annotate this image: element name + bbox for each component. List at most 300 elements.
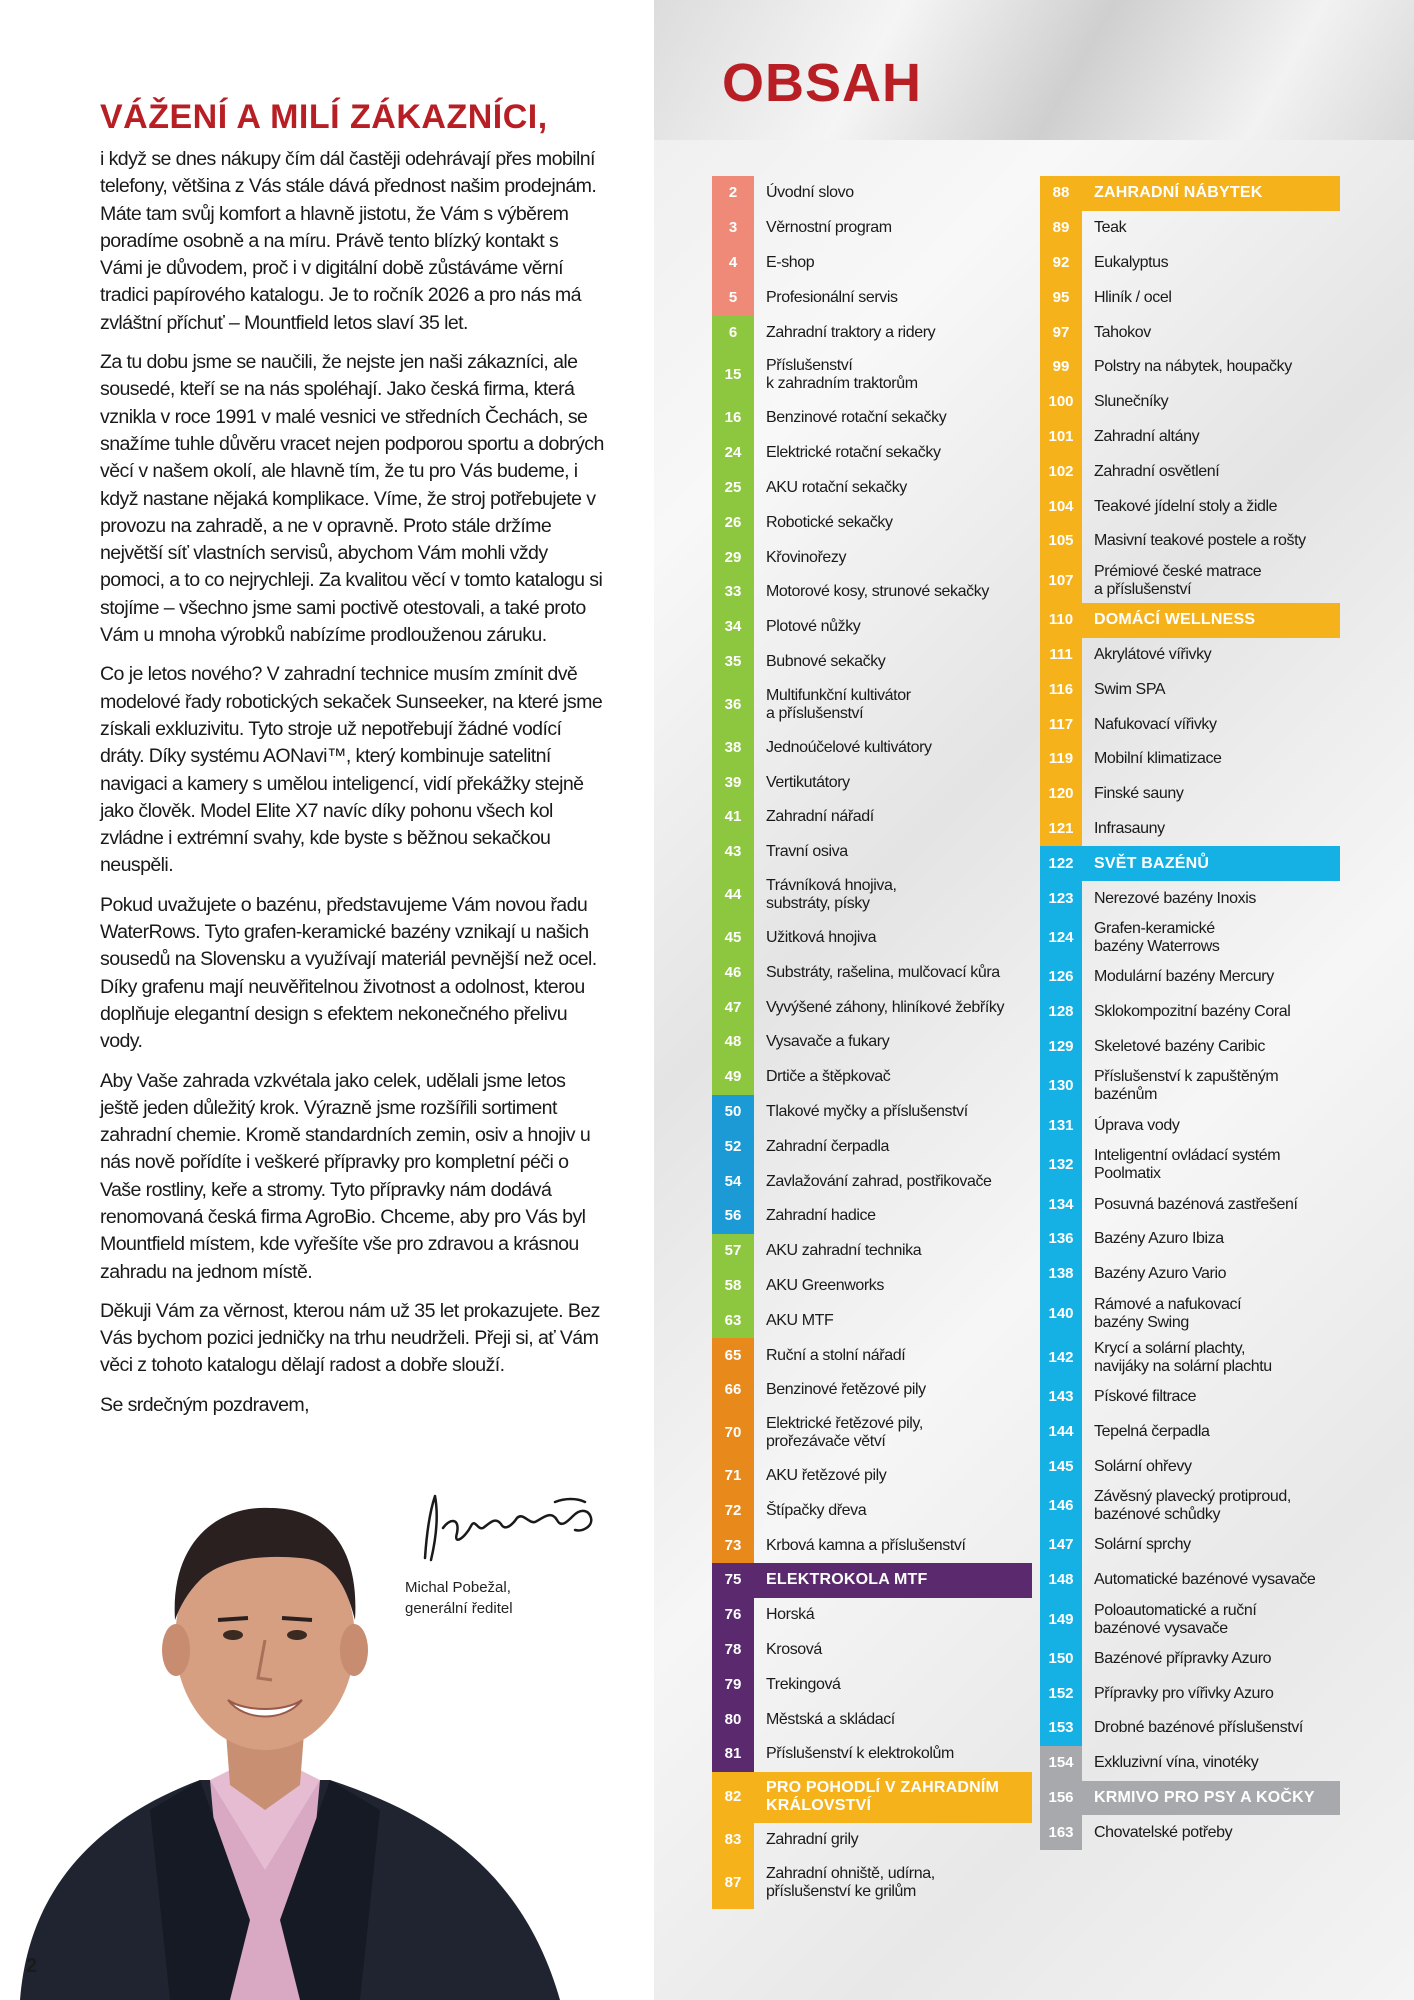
toc-entry[interactable] bbox=[712, 246, 1032, 281]
toc-entry-label: Plotové nůžky bbox=[766, 618, 861, 636]
toc-page-number: 29 bbox=[712, 540, 754, 575]
toc-entry[interactable] bbox=[1040, 1143, 1340, 1187]
toc-page-number: 35 bbox=[712, 645, 754, 680]
toc-entry[interactable] bbox=[712, 1164, 1032, 1199]
toc-section-header[interactable] bbox=[1040, 1781, 1340, 1816]
toc-entry-label: Nafukovací vířivky bbox=[1094, 715, 1217, 733]
toc-entry[interactable] bbox=[1040, 1108, 1340, 1143]
toc-title: OBSAH bbox=[722, 53, 923, 113]
toc-entry-label: Tlakové myčky a příslušenství bbox=[766, 1102, 968, 1120]
letter-paragraph: Za tu dobu jsme se naučili, že nejste jen naši zákazníci, ale sousedé, kteří se na nás spoléhají. Jako česká firma, která vznikla v roce 1991 v malé vesnici ve středních Čechách, se snažíme tuhle důvěru vracet nejen podporou sportu a dobrých věcí v našem okolí, ale hlavně tím, že tu pro Vás budeme, i když nastane nějaká komplikace. Víme, že stroj potřebujete v provozu na zahradě, a ne v opravně. Proto stále držíme největší síť vlastních servisů, abychom Vám mohli vždy pomoci, a to co nejrychleji. Za kvalitou věcí v tomto katalogu si stojíme – všechno jsme sami poctivě otestovali, a také proto Vám u mnoha výrobků nabízíme prodlouženou záruku. bbox=[100, 351, 604, 647]
toc-page-number: 46 bbox=[712, 955, 754, 990]
toc-entry-label: Zahradní čerpadla bbox=[766, 1137, 890, 1155]
toc-entry[interactable] bbox=[1040, 1815, 1340, 1850]
toc-page-number: 156 bbox=[1040, 1781, 1082, 1816]
toc-entry[interactable] bbox=[712, 1199, 1032, 1234]
toc-entry-label-line2: bazény Waterrows bbox=[1094, 937, 1220, 955]
toc-page-number: 138 bbox=[1040, 1257, 1082, 1292]
toc-entry[interactable] bbox=[1040, 1336, 1340, 1380]
letter-heading: VÁŽENÍ A MILÍ ZÁKAZNÍCI, bbox=[100, 98, 548, 136]
toc-entry[interactable] bbox=[1040, 211, 1340, 246]
toc-section-header[interactable] bbox=[712, 1772, 1032, 1823]
toc-entry-label: Motorové kosy, strunové sekačky bbox=[766, 583, 989, 601]
toc-entry[interactable] bbox=[1040, 1292, 1340, 1336]
toc-entry-label bbox=[1082, 1602, 1256, 1638]
toc-entry[interactable] bbox=[1040, 1222, 1340, 1257]
toc-page-number: 4 bbox=[712, 246, 754, 281]
toc-page-number: 87 bbox=[712, 1858, 754, 1909]
toc-page-number: 121 bbox=[1040, 812, 1082, 847]
toc-column-right bbox=[1040, 176, 1340, 1850]
toc-entry[interactable] bbox=[1040, 385, 1340, 420]
toc-entry[interactable] bbox=[712, 921, 1032, 956]
toc-entry-label: Přípravky pro vířivky Azuro bbox=[1094, 1684, 1274, 1702]
toc-page-number: 120 bbox=[1040, 777, 1082, 812]
toc-entry-label: Swim SPA bbox=[1094, 680, 1166, 698]
toc-entry-label: Automatické bazénové vysavače bbox=[1094, 1571, 1316, 1589]
toc-entry[interactable] bbox=[1040, 1414, 1340, 1449]
toc-entry-label-line1: PRO POHODLÍ V ZAHRADNÍM bbox=[766, 1779, 1000, 1797]
toc-entry[interactable] bbox=[712, 730, 1032, 765]
toc-page-number: 39 bbox=[712, 765, 754, 800]
toc-entry[interactable] bbox=[712, 505, 1032, 540]
toc-entry-label-line2: Poolmatix bbox=[1094, 1165, 1161, 1183]
toc-page-number: 78 bbox=[712, 1633, 754, 1668]
toc-entry-label: Nerezové bazény Inoxis bbox=[1094, 889, 1256, 907]
toc-entry-label-line2: bazénům bbox=[1094, 1086, 1158, 1104]
toc-entry[interactable] bbox=[712, 575, 1032, 610]
toc-entry[interactable] bbox=[712, 645, 1032, 680]
toc-entry[interactable] bbox=[712, 765, 1032, 800]
toc-entry[interactable] bbox=[712, 1494, 1032, 1529]
toc-entry[interactable] bbox=[1040, 1030, 1340, 1065]
toc-entry-label: Masivní teakové postele a rošty bbox=[1094, 532, 1306, 550]
toc-section-header[interactable] bbox=[712, 1563, 1032, 1598]
toc-page-number: 128 bbox=[1040, 995, 1082, 1030]
toc-entry-label-line1: Inteligentní ovládací systém bbox=[1094, 1147, 1281, 1165]
toc-page-number: 44 bbox=[712, 870, 754, 921]
toc-entry[interactable] bbox=[712, 870, 1032, 921]
toc-entry-label: Hliník / ocel bbox=[1094, 288, 1172, 306]
toc-entry-label bbox=[754, 687, 911, 723]
toc-page-number: 73 bbox=[712, 1528, 754, 1563]
toc-entry-label: Modulární bazény Mercury bbox=[1094, 968, 1274, 986]
toc-page-number: 101 bbox=[1040, 420, 1082, 455]
toc-entry[interactable] bbox=[712, 1737, 1032, 1772]
toc-entry-label: Užitková hnojiva bbox=[766, 928, 877, 946]
toc-entry-label: AKU MTF bbox=[766, 1311, 834, 1329]
toc-entry[interactable] bbox=[712, 1060, 1032, 1095]
toc-entry[interactable] bbox=[1040, 960, 1340, 995]
toc-entry[interactable] bbox=[1040, 742, 1340, 777]
toc-page-number: 33 bbox=[712, 575, 754, 610]
toc-page-number: 26 bbox=[712, 505, 754, 540]
toc-page-number: 142 bbox=[1040, 1336, 1082, 1380]
toc-page-number: 5 bbox=[712, 280, 754, 315]
toc-entry-label: Zahradní osvětlení bbox=[1094, 462, 1220, 480]
toc-entry-label: Křovinořezy bbox=[766, 548, 847, 566]
toc-page-number: 129 bbox=[1040, 1030, 1082, 1065]
toc-page-number: 82 bbox=[712, 1772, 754, 1823]
toc-entry-label: Bubnové sekačky bbox=[766, 652, 886, 670]
toc-entry-label: Slunečníky bbox=[1094, 393, 1169, 411]
toc-entry[interactable] bbox=[712, 1269, 1032, 1304]
toc-entry[interactable] bbox=[712, 1459, 1032, 1494]
toc-entry-label: AKU Greenworks bbox=[766, 1276, 884, 1294]
toc-entry-label: Bazénové přípravky Azuro bbox=[1094, 1649, 1272, 1667]
toc-entry-label bbox=[754, 1865, 935, 1901]
toc-entry-label: Infrasauny bbox=[1094, 819, 1165, 837]
toc-entry-label: Jednoúčelové kultivátory bbox=[766, 738, 932, 756]
toc-entry[interactable] bbox=[712, 1702, 1032, 1737]
toc-entry-label-line2: bazény Swing bbox=[1094, 1313, 1189, 1331]
toc-entry-label-line2: k zahradním traktorům bbox=[766, 375, 918, 393]
letter-paragraph: Pokud uvažujete o bazénu, představujeme Vám novou řadu WaterRows. Tyto grafen-keramické bazény vznikají u našich sousedů na Slovensku a využívají materiál pevnější než ocel. Díky grafenu mají neuvěřitelnou životnost a odolnost, kterou doplňuje elegantní design s efektem nekonečného přelivu vody. bbox=[100, 893, 597, 1053]
toc-page-number: 47 bbox=[712, 990, 754, 1025]
toc-page-number: 92 bbox=[1040, 246, 1082, 281]
toc-entry[interactable] bbox=[712, 1598, 1032, 1633]
toc-page-number: 144 bbox=[1040, 1414, 1082, 1449]
toc-entry-label: Úprava vody bbox=[1094, 1116, 1180, 1134]
toc-entry[interactable] bbox=[712, 350, 1032, 401]
toc-entry-label: DOMÁCÍ WELLNESS bbox=[1094, 611, 1256, 629]
toc-entry[interactable] bbox=[712, 610, 1032, 645]
toc-entry-label: ZAHRADNÍ NÁBYTEK bbox=[1094, 184, 1263, 202]
toc-page-number: 71 bbox=[712, 1459, 754, 1494]
toc-entry[interactable] bbox=[1040, 995, 1340, 1030]
toc-entry-label: Zahradní grily bbox=[766, 1831, 859, 1849]
toc-entry-label-line2: KRÁLOVSTVÍ bbox=[766, 1797, 872, 1815]
toc-entry[interactable] bbox=[1040, 350, 1340, 385]
toc-section-header[interactable] bbox=[1040, 176, 1340, 211]
toc-page-number: 152 bbox=[1040, 1676, 1082, 1711]
toc-entry[interactable] bbox=[1040, 1449, 1340, 1484]
toc-entry[interactable] bbox=[712, 1095, 1032, 1130]
toc-page-number: 119 bbox=[1040, 742, 1082, 777]
toc-entry-label: Krbová kamna a příslušenství bbox=[766, 1536, 966, 1554]
toc-entry-label-line2: bazénové vysavače bbox=[1094, 1619, 1228, 1637]
toc-entry-label: Městská a skládací bbox=[766, 1710, 895, 1728]
toc-entry-label: Vyvýšené záhony, hliníkové žebříky bbox=[766, 998, 1005, 1016]
toc-section-header[interactable] bbox=[1040, 846, 1340, 881]
toc-page-number: 102 bbox=[1040, 454, 1082, 489]
toc-entry[interactable] bbox=[712, 1858, 1032, 1909]
toc-entry-label: Teak bbox=[1094, 219, 1127, 237]
toc-page-number: 2 bbox=[712, 176, 754, 211]
toc-entry-label: Tepelná čerpadla bbox=[1094, 1422, 1210, 1440]
toc-entry-label-line2: bazénové schůdky bbox=[1094, 1505, 1221, 1523]
toc-page-number: 34 bbox=[712, 610, 754, 645]
toc-entry[interactable] bbox=[712, 1338, 1032, 1373]
toc-entry[interactable] bbox=[712, 1303, 1032, 1338]
ceo-portrait-photo bbox=[0, 1450, 600, 2000]
toc-entry[interactable] bbox=[1040, 524, 1340, 559]
toc-page-number: 79 bbox=[712, 1667, 754, 1702]
toc-page-number: 110 bbox=[1040, 603, 1082, 638]
toc-entry-label: Skeletové bazény Caribic bbox=[1094, 1037, 1265, 1055]
toc-entry[interactable] bbox=[712, 1234, 1032, 1269]
toc-entry-label-line1: Prémiové české matrace bbox=[1094, 562, 1262, 580]
toc-entry[interactable] bbox=[712, 401, 1032, 436]
toc-page-number: 75 bbox=[712, 1563, 754, 1598]
toc-entry-label: Exkluzivní vína, vinotéky bbox=[1094, 1754, 1259, 1772]
toc-page-number: 80 bbox=[712, 1702, 754, 1737]
toc-section-header[interactable] bbox=[1040, 603, 1340, 638]
toc-entry-label: E-shop bbox=[766, 253, 815, 271]
toc-entry-label: Tahokov bbox=[1094, 323, 1151, 341]
toc-entry-label: Akrylátové vířivky bbox=[1094, 645, 1212, 663]
toc-entry[interactable] bbox=[1040, 1711, 1340, 1746]
toc-entry-label bbox=[1082, 920, 1220, 956]
toc-entry[interactable] bbox=[712, 990, 1032, 1025]
toc-entry-label bbox=[754, 1415, 923, 1451]
toc-page-number: 153 bbox=[1040, 1711, 1082, 1746]
toc-entry-label: Ruční a stolní nářadí bbox=[766, 1346, 906, 1364]
toc-entry-label-line2: navijáky na solární plachtu bbox=[1094, 1357, 1272, 1375]
toc-column-left bbox=[712, 176, 1032, 1909]
toc-entry-label bbox=[1082, 563, 1261, 599]
toc-entry[interactable] bbox=[712, 1408, 1032, 1459]
toc-page-number: 45 bbox=[712, 921, 754, 956]
toc-entry[interactable] bbox=[712, 280, 1032, 315]
toc-entry[interactable] bbox=[712, 176, 1032, 211]
toc-entry-label: Zavlažování zahrad, postřikovače bbox=[766, 1172, 992, 1190]
letter-paragraph: Aby Vaše zahrada vzkvétala jako celek, udělali jsme letos ještě jeden důležitý krok. Výrazně jsme rozšířili sortiment zahradní chemie. Kromě standardních zemin, osiv a hnojiv u nás nově pořídíte i veškeré přípravky pro kompletní péči o Vaše rostliny, keře a stromy. Tyto přípravky nám dodává renomovaná česká firma AgroBio. Chceme, aby pro Vás byl Mountfield místem, kde vyřešíte vše pro zdravou a krásnou zahradu na jednom místě. bbox=[100, 1069, 591, 1283]
toc-page-number: 154 bbox=[1040, 1746, 1082, 1781]
toc-entry-label bbox=[1082, 1488, 1291, 1524]
toc-entry[interactable] bbox=[1040, 1064, 1340, 1108]
toc-entry-label: Substráty, rašelina, mulčovací kůra bbox=[766, 963, 1000, 981]
toc-entry-label: ELEKTROKOLA MTF bbox=[766, 1571, 928, 1589]
toc-entry[interactable] bbox=[1040, 638, 1340, 673]
toc-page-number: 89 bbox=[1040, 211, 1082, 246]
toc-entry[interactable] bbox=[1040, 1563, 1340, 1598]
toc-page-number: 3 bbox=[712, 211, 754, 246]
toc-entry-label bbox=[1082, 1296, 1241, 1332]
toc-entry[interactable] bbox=[1040, 1257, 1340, 1292]
toc-entry[interactable] bbox=[1040, 1380, 1340, 1415]
toc-entry-label: Věrnostní program bbox=[766, 219, 892, 237]
toc-entry[interactable] bbox=[1040, 315, 1340, 350]
toc-entry-label bbox=[1082, 1340, 1272, 1376]
toc-entry-label: Solární sprchy bbox=[1094, 1536, 1191, 1554]
toc-entry-label-line1: Multifunkční kultivátor bbox=[766, 686, 911, 704]
toc-page-number: 72 bbox=[712, 1494, 754, 1529]
toc-entry[interactable] bbox=[712, 800, 1032, 835]
toc-entry[interactable] bbox=[1040, 1187, 1340, 1222]
toc-page-number: 24 bbox=[712, 436, 754, 471]
toc-page-number: 83 bbox=[712, 1823, 754, 1858]
toc-entry[interactable] bbox=[1040, 454, 1340, 489]
toc-entry-label-line1: Závěsný plavecký protiproud, bbox=[1094, 1487, 1291, 1505]
toc-entry[interactable] bbox=[712, 679, 1032, 730]
toc-page-number: 95 bbox=[1040, 280, 1082, 315]
toc-entry-label: Vysavače a fukary bbox=[766, 1033, 890, 1051]
letter-paragraph: Co je letos nového? V zahradní technice musím zmínit dvě modelové řady robotických sekaček Sunseeker, na které jsme získali exkluzivitu. Tyto stroje už nepotřebují žádné vodící dráty. Díky systému AONavi™, který kombinuje satelitní navigaci a kamery s umělou inteligencí, vidí překážky stejně jako člověk. Model Elite X7 navíc díky pohonu všech kol zvládne i extrémní svahy, kde byste s běžnou sekačkou neuspěli. bbox=[100, 663, 603, 877]
toc-entry[interactable] bbox=[1040, 489, 1340, 524]
toc-entry[interactable] bbox=[1040, 1484, 1340, 1528]
toc-entry[interactable] bbox=[712, 1025, 1032, 1060]
page-number: 2 bbox=[26, 1955, 38, 1977]
toc-entry[interactable] bbox=[1040, 1528, 1340, 1563]
table-of-contents bbox=[654, 0, 1414, 2000]
toc-entry-label: Sklokompozitní bazény Coral bbox=[1094, 1003, 1291, 1021]
toc-entry-label: Mobilní klimatizace bbox=[1094, 750, 1222, 768]
toc-entry[interactable] bbox=[1040, 1676, 1340, 1711]
toc-page-number: 38 bbox=[712, 730, 754, 765]
toc-entry-label: Horská bbox=[766, 1606, 815, 1624]
toc-entry[interactable] bbox=[1040, 1746, 1340, 1781]
toc-page-number: 132 bbox=[1040, 1143, 1082, 1187]
toc-entry-label-line2: prořezávače větví bbox=[766, 1433, 886, 1451]
toc-entry-label bbox=[754, 1772, 1032, 1823]
signer-title: generální ředitel bbox=[405, 1600, 513, 1617]
toc-entry-label-line1: Grafen-keramické bbox=[1094, 919, 1215, 937]
toc-entry[interactable] bbox=[712, 471, 1032, 506]
signer-name: Michal Pobežal, bbox=[405, 1579, 511, 1596]
toc-entry-label-line1: Zahradní ohniště, udírna, bbox=[766, 1865, 935, 1883]
toc-entry[interactable] bbox=[712, 955, 1032, 990]
toc-entry[interactable] bbox=[1040, 777, 1340, 812]
toc-entry-label: Krosová bbox=[766, 1641, 822, 1659]
toc-entry[interactable] bbox=[712, 1667, 1032, 1702]
toc-entry-label: Benzinové řetězové pily bbox=[766, 1381, 926, 1399]
toc-page-number: 43 bbox=[712, 835, 754, 870]
toc-page-number: 105 bbox=[1040, 524, 1082, 559]
toc-page-number: 99 bbox=[1040, 350, 1082, 385]
toc-entry[interactable] bbox=[712, 1823, 1032, 1858]
toc-entry[interactable] bbox=[712, 1129, 1032, 1164]
toc-entry-label: Finské sauny bbox=[1094, 785, 1184, 803]
toc-entry-label: Zahradní altány bbox=[1094, 427, 1200, 445]
toc-page-number: 148 bbox=[1040, 1563, 1082, 1598]
toc-entry-label: Zahradní traktory a ridery bbox=[766, 323, 936, 341]
toc-entry-label-line1: Trávníková hnojiva, bbox=[766, 877, 897, 895]
toc-entry[interactable] bbox=[1040, 1598, 1340, 1642]
toc-entry-label: Travní osiva bbox=[766, 843, 848, 861]
toc-page-number: 143 bbox=[1040, 1380, 1082, 1415]
toc-page-number: 131 bbox=[1040, 1108, 1082, 1143]
letter-paragraph: Se srdečným pozdravem, bbox=[100, 1393, 309, 1416]
toc-entry[interactable] bbox=[1040, 559, 1340, 603]
toc-entry[interactable] bbox=[712, 1373, 1032, 1408]
toc-entry[interactable] bbox=[1040, 812, 1340, 847]
toc-entry[interactable] bbox=[712, 835, 1032, 870]
toc-entry-label: Zahradní nářadí bbox=[766, 808, 874, 826]
toc-page-number: 52 bbox=[712, 1129, 754, 1164]
toc-entry[interactable] bbox=[712, 1528, 1032, 1563]
toc-page-number: 70 bbox=[712, 1408, 754, 1459]
letter-paragraph: Děkuji Vám za věrnost, kterou nám už 35 let prokazujete. Bez Vás bychom pozici jedničky na trhu neudrželi. Přeji si, ať Vám věci z tohoto katalogu dělají radost a dobře slouží. bbox=[100, 1299, 600, 1377]
toc-entry[interactable] bbox=[712, 436, 1032, 471]
toc-entry[interactable] bbox=[1040, 672, 1340, 707]
toc-page-number: 66 bbox=[712, 1373, 754, 1408]
toc-entry[interactable] bbox=[1040, 916, 1340, 960]
toc-page-number: 140 bbox=[1040, 1292, 1082, 1336]
toc-entry-label-line1: Příslušenství k zapuštěným bbox=[1094, 1068, 1279, 1086]
toc-entry-label bbox=[1082, 1147, 1280, 1183]
editorial-letter bbox=[0, 0, 654, 2000]
toc-entry-label bbox=[754, 357, 918, 393]
toc-page-number: 81 bbox=[712, 1737, 754, 1772]
toc-entry-label-line2: a příslušenství bbox=[1094, 580, 1192, 598]
toc-page-number: 107 bbox=[1040, 559, 1082, 603]
toc-entry[interactable] bbox=[1040, 1642, 1340, 1677]
toc-page-number: 130 bbox=[1040, 1064, 1082, 1108]
toc-page-number: 136 bbox=[1040, 1222, 1082, 1257]
toc-page-number: 65 bbox=[712, 1338, 754, 1373]
toc-page-number: 76 bbox=[712, 1598, 754, 1633]
toc-entry[interactable] bbox=[712, 315, 1032, 350]
toc-page-number: 150 bbox=[1040, 1642, 1082, 1677]
toc-entry-label: Solární ohřevy bbox=[1094, 1457, 1192, 1475]
toc-entry-label: Pískové filtrace bbox=[1094, 1387, 1197, 1405]
toc-page-number: 124 bbox=[1040, 916, 1082, 960]
toc-entry-label: Teakové jídelní stoly a židle bbox=[1094, 497, 1278, 515]
toc-page-number: 97 bbox=[1040, 315, 1082, 350]
toc-page-number: 49 bbox=[712, 1060, 754, 1095]
toc-entry[interactable] bbox=[1040, 280, 1340, 315]
toc-page-number: 6 bbox=[712, 315, 754, 350]
toc-entry-label: Vertikutátory bbox=[766, 773, 850, 791]
toc-entry-label: Bazény Azuro Ibiza bbox=[1094, 1230, 1224, 1248]
toc-page-number: 57 bbox=[712, 1234, 754, 1269]
toc-entry[interactable] bbox=[1040, 246, 1340, 281]
toc-entry-label: AKU řetězové pily bbox=[766, 1467, 887, 1485]
toc-page-number: 145 bbox=[1040, 1449, 1082, 1484]
toc-page-number: 122 bbox=[1040, 846, 1082, 881]
toc-entry-label: Benzinové rotační sekačky bbox=[766, 409, 947, 427]
toc-page-number: 36 bbox=[712, 679, 754, 730]
letter-paragraph: i když se dnes nákupy čím dál častěji odehrávají přes mobilní telefony, většina z Vás stále dává přednost našim prodejnám. Máte tam svůj komfort a hlavně jistotu, že Vám s výběrem poradíme osobně a na míru. Právě tento blízký kontakt s Vámi je důvodem, proč i v digitální době zůstáváme věrní tradici papírového katalogu. Je to ročník 2026 a pro nás má zvláštní příchuť – Mountfield letos slaví 35 let. bbox=[100, 148, 597, 334]
toc-entry-label: AKU zahradní technika bbox=[766, 1242, 922, 1260]
toc-page-number: 50 bbox=[712, 1095, 754, 1130]
toc-page-number: 117 bbox=[1040, 707, 1082, 742]
toc-entry[interactable] bbox=[1040, 420, 1340, 455]
toc-page-number: 58 bbox=[712, 1269, 754, 1304]
toc-entry-label: Eukalyptus bbox=[1094, 253, 1169, 271]
toc-page-number: 56 bbox=[712, 1199, 754, 1234]
toc-entry-label: AKU rotační sekačky bbox=[766, 478, 907, 496]
toc-entry-label-line1: Příslušenství bbox=[766, 357, 853, 375]
toc-entry-label-line1: Rámové a nafukovací bbox=[1094, 1295, 1242, 1313]
toc-entry[interactable] bbox=[712, 211, 1032, 246]
toc-entry[interactable] bbox=[1040, 707, 1340, 742]
toc-page-number: 16 bbox=[712, 401, 754, 436]
toc-page-number: 134 bbox=[1040, 1187, 1082, 1222]
toc-entry-label: Chovatelské potřeby bbox=[1094, 1823, 1233, 1841]
toc-entry[interactable] bbox=[1040, 881, 1340, 916]
toc-page-number: 111 bbox=[1040, 638, 1082, 673]
toc-page-number: 15 bbox=[712, 350, 754, 401]
toc-page-number: 149 bbox=[1040, 1598, 1082, 1642]
toc-entry-label: Drtiče a štěpkovač bbox=[766, 1068, 891, 1086]
toc-entry-label: Příslušenství k elektrokolům bbox=[766, 1745, 954, 1763]
toc-entry-label-line1: Krycí a solární plachty, bbox=[1094, 1339, 1246, 1357]
toc-page-number: 123 bbox=[1040, 881, 1082, 916]
toc-entry-label: Zahradní hadice bbox=[766, 1207, 876, 1225]
toc-page-number: 41 bbox=[712, 800, 754, 835]
toc-entry-label: Posuvná bazénová zastřešení bbox=[1094, 1195, 1298, 1213]
toc-entry-label bbox=[754, 877, 897, 913]
toc-entry[interactable] bbox=[712, 540, 1032, 575]
toc-entry[interactable] bbox=[712, 1633, 1032, 1668]
toc-entry-label: Polstry na nábytek, houpačky bbox=[1094, 358, 1292, 376]
toc-entry-label-line1: Elektrické řetězové pily, bbox=[766, 1415, 923, 1433]
toc-entry-label: Trekingová bbox=[766, 1675, 841, 1693]
toc-page-number: 104 bbox=[1040, 489, 1082, 524]
toc-entry-label: Profesionální servis bbox=[766, 288, 898, 306]
